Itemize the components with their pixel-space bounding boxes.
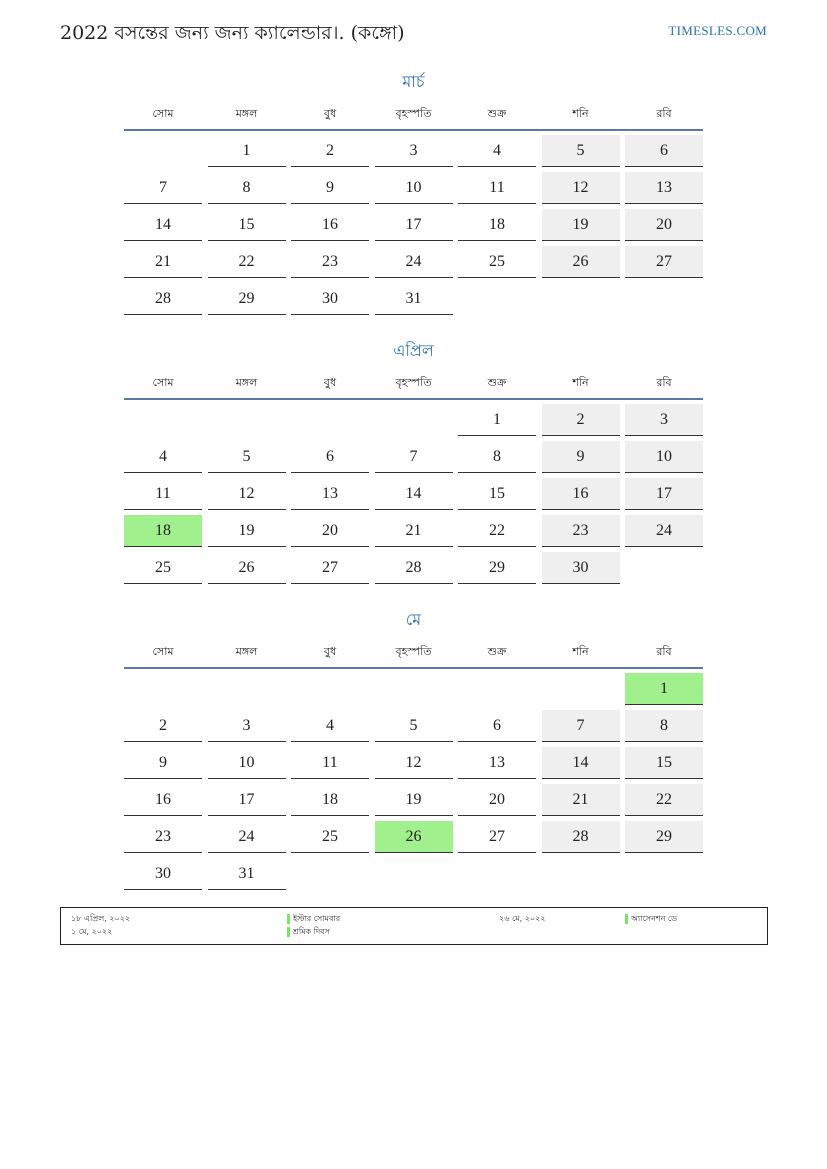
- month-march: [124, 70, 703, 320]
- empty-cell: [291, 673, 369, 704]
- site-link[interactable]: TIMESLES.COM: [668, 23, 767, 38]
- empty-cell: [124, 404, 202, 435]
- empty-cell: [542, 673, 620, 704]
- holiday-legend: [60, 907, 768, 945]
- day-cell: 15: [208, 209, 286, 241]
- day-cell: 13: [458, 747, 536, 779]
- weekday-label: শুক্র: [487, 376, 507, 389]
- day-cell: 23: [291, 246, 369, 278]
- empty-cell: [208, 673, 286, 704]
- legend-holiday-name: অ্যাসেনশন ডে: [625, 913, 677, 925]
- day-cell: 19: [542, 209, 620, 241]
- weekday-label: মঙ্গল: [235, 645, 258, 658]
- day-cell: 5: [542, 135, 620, 167]
- day-cell: 12: [208, 478, 286, 510]
- day-cell: 2: [542, 404, 620, 436]
- day-cell: 15: [625, 747, 703, 779]
- day-cell: 21: [375, 515, 453, 547]
- day-cell: 8: [208, 172, 286, 204]
- day-cell: 17: [208, 784, 286, 816]
- day-cell: 23: [124, 821, 202, 853]
- weekday-label: বৃহস্পতি: [395, 376, 432, 389]
- day-cell: 9: [291, 172, 369, 204]
- day-cell: 24: [208, 821, 286, 853]
- month-title: মে: [405, 610, 422, 629]
- weekday-label: মঙ্গল: [235, 376, 258, 389]
- day-cell: 13: [291, 478, 369, 510]
- weekday-label: বুধ: [323, 376, 337, 389]
- day-cell: 17: [625, 478, 703, 510]
- day-cell: 1: [458, 404, 536, 436]
- day-cell: 20: [291, 515, 369, 547]
- day-cell: 4: [291, 710, 369, 742]
- day-cell: 28: [124, 283, 202, 315]
- day-cell: 31: [375, 283, 453, 315]
- empty-cell: [291, 404, 369, 435]
- day-cell: 25: [124, 552, 202, 584]
- day-cell: 8: [458, 441, 536, 473]
- day-cell: 27: [291, 552, 369, 584]
- day-cell: 20: [625, 209, 703, 241]
- weekday-header: [124, 103, 703, 131]
- day-cell: 27: [625, 246, 703, 278]
- day-cell: 2: [291, 135, 369, 167]
- day-cell: 12: [542, 172, 620, 204]
- legend-holiday-name: ইস্টার সোমবার: [287, 913, 340, 925]
- weekday-label: সোম: [152, 376, 174, 389]
- day-cell: 6: [625, 135, 703, 167]
- weekday-header: [124, 372, 703, 400]
- day-cell: 1: [625, 673, 703, 705]
- day-cell: 1: [208, 135, 286, 167]
- day-cell: 20: [458, 784, 536, 816]
- day-cell: 29: [625, 821, 703, 853]
- day-cell: 27: [458, 821, 536, 853]
- weekday-label: শনি: [572, 376, 589, 389]
- day-cell: 3: [375, 135, 453, 167]
- day-cell: 11: [291, 747, 369, 779]
- weekday-label: রবি: [656, 107, 672, 120]
- day-cell: 4: [458, 135, 536, 167]
- day-cell: 5: [208, 441, 286, 473]
- month-april: [124, 339, 703, 589]
- weekday-label: সোম: [152, 107, 174, 120]
- day-cell: 5: [375, 710, 453, 742]
- weekday-label: বুধ: [323, 645, 337, 658]
- day-cell: 24: [375, 246, 453, 278]
- day-cell: 10: [208, 747, 286, 779]
- weekday-label: রবি: [656, 645, 672, 658]
- day-cell: 8: [625, 710, 703, 742]
- day-cell: 14: [375, 478, 453, 510]
- day-grid: [124, 404, 703, 589]
- day-cell: 7: [375, 441, 453, 473]
- day-cell: 3: [625, 404, 703, 436]
- day-cell: 16: [124, 784, 202, 816]
- day-cell: 22: [208, 246, 286, 278]
- day-cell: 9: [124, 747, 202, 779]
- empty-cell: [375, 673, 453, 704]
- day-cell: 24: [625, 515, 703, 547]
- weekday-label: বুধ: [323, 107, 337, 120]
- month-title: এপ্রিল: [393, 341, 434, 360]
- month-title: মার্চ: [402, 72, 425, 91]
- page-title: 2022 বসন্তের জন্য জন্য ক্যালেন্ডার।. (কঙ্গো): [60, 22, 405, 44]
- day-cell: 18: [458, 209, 536, 241]
- day-cell: 30: [124, 858, 202, 890]
- day-cell: 3: [208, 710, 286, 742]
- day-cell: 18: [291, 784, 369, 816]
- day-cell: 25: [291, 821, 369, 853]
- day-cell: 9: [542, 441, 620, 473]
- day-cell: 22: [458, 515, 536, 547]
- day-cell: 11: [458, 172, 536, 204]
- day-cell: 10: [375, 172, 453, 204]
- empty-cell: [375, 404, 453, 435]
- day-cell: 23: [542, 515, 620, 547]
- empty-cell: [124, 673, 202, 704]
- weekday-label: বৃহস্পতি: [395, 107, 432, 120]
- empty-cell: [208, 404, 286, 435]
- day-cell: 30: [291, 283, 369, 315]
- weekday-header: [124, 641, 703, 669]
- day-cell: 15: [458, 478, 536, 510]
- day-cell: 16: [291, 209, 369, 241]
- day-cell: 10: [625, 441, 703, 473]
- day-cell: 19: [375, 784, 453, 816]
- weekday-label: শুক্র: [487, 107, 507, 120]
- weekday-label: শনি: [572, 645, 589, 658]
- day-cell: 2: [124, 710, 202, 742]
- day-cell: 28: [542, 821, 620, 853]
- day-cell: 14: [542, 747, 620, 779]
- day-cell: 29: [208, 283, 286, 315]
- legend-date: ১৮ এপ্রিল, ২০২২: [71, 914, 131, 923]
- month-may: [124, 608, 703, 895]
- day-cell: 6: [458, 710, 536, 742]
- day-cell: 18: [124, 515, 202, 547]
- day-cell: 22: [625, 784, 703, 816]
- day-grid: [124, 135, 703, 320]
- day-cell: 26: [375, 821, 453, 853]
- day-cell: 26: [542, 246, 620, 278]
- day-cell: 12: [375, 747, 453, 779]
- day-cell: 29: [458, 552, 536, 584]
- weekday-label: শুক্র: [487, 645, 507, 658]
- weekday-label: মঙ্গল: [235, 107, 258, 120]
- day-cell: 21: [542, 784, 620, 816]
- day-cell: 7: [542, 710, 620, 742]
- day-cell: 6: [291, 441, 369, 473]
- day-cell: 17: [375, 209, 453, 241]
- day-cell: 14: [124, 209, 202, 241]
- legend-holiday-name: শ্রমিক দিবস: [287, 926, 330, 938]
- day-cell: 16: [542, 478, 620, 510]
- day-cell: 31: [208, 858, 286, 890]
- day-cell: 25: [458, 246, 536, 278]
- empty-cell: [124, 135, 202, 166]
- weekday-label: বৃহস্পতি: [395, 645, 432, 658]
- day-grid: [124, 673, 703, 895]
- day-cell: 19: [208, 515, 286, 547]
- weekday-label: রবি: [656, 376, 672, 389]
- day-cell: 28: [375, 552, 453, 584]
- day-cell: 30: [542, 552, 620, 584]
- weekday-label: শনি: [572, 107, 589, 120]
- day-cell: 26: [208, 552, 286, 584]
- day-cell: 13: [625, 172, 703, 204]
- day-cell: 4: [124, 441, 202, 473]
- empty-cell: [458, 673, 536, 704]
- day-cell: 21: [124, 246, 202, 278]
- weekday-label: সোম: [152, 645, 174, 658]
- legend-date: ১ মে, ২০২২: [71, 927, 113, 936]
- day-cell: 11: [124, 478, 202, 510]
- day-cell: 7: [124, 172, 202, 204]
- legend-date: ২৬ মে, ২০২২: [499, 914, 546, 923]
